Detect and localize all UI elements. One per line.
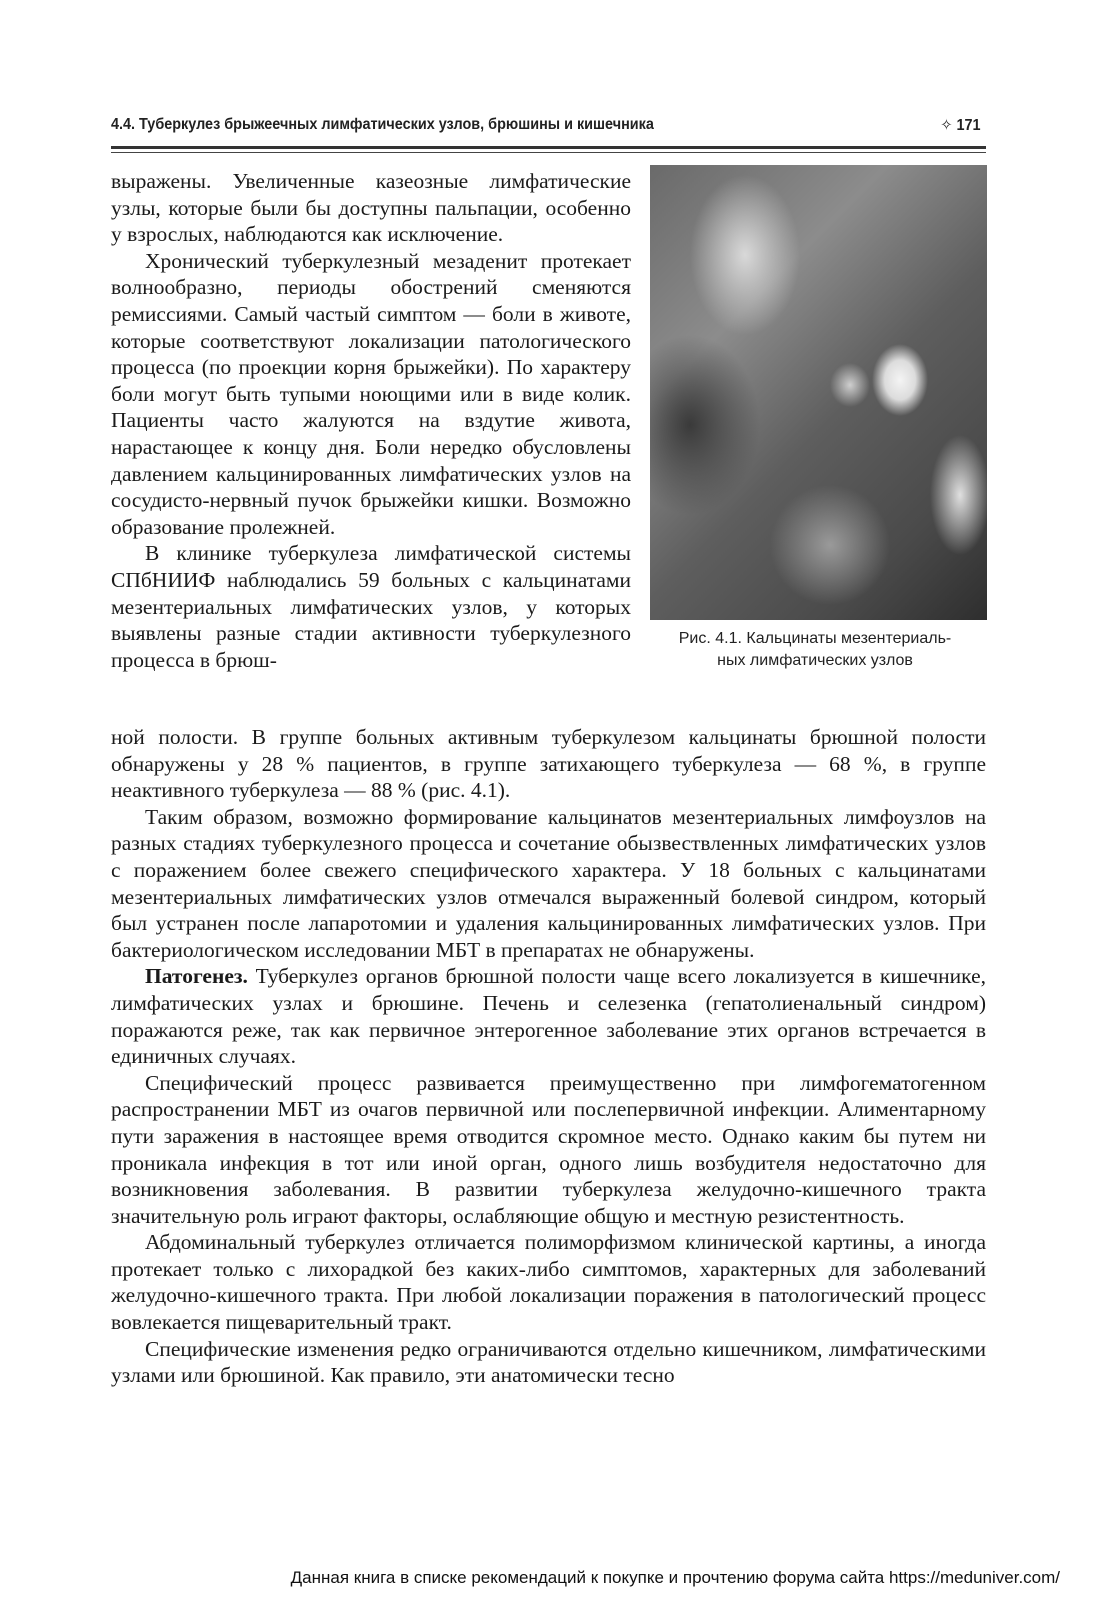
footer-note: Данная книга в списке рекомендаций к покупке и прочтению форума сайта https://meduniver.com/ <box>290 1568 1060 1587</box>
paragraph-3: В клинике туберкулеза лимфатической системы СПбНИИФ наблюдались 59 больных с кальцинатами мезентериальных лимфатических узлов, у которых выявлены разные стадии активности туберкулезного процесса в брюш- <box>111 541 631 672</box>
header-rule-thick <box>111 146 986 149</box>
full-width-text-block <box>111 724 986 1389</box>
running-header <box>111 112 981 140</box>
caption-line-2: ных лимфатических узлов <box>717 652 913 669</box>
header-rule-thin <box>111 152 986 153</box>
paragraph-5-text: Туберкулез органов брюшной полости чаще всего локализуется в кишечнике, лимфатических узлах и брюшине. Печень и селезенка (гепатолиенальный синдром) поражаются реже, так как первичное энтерогенное заболевание этих органов встречается в единичных случаях. <box>111 964 986 1069</box>
paragraph-8: Специфические изменения редко ограничиваются отдельно кишечником, лимфатическими узлами или брюшиной. Как правило, эти анатомически тесно <box>111 1336 986 1388</box>
xray-figure-image <box>650 165 987 620</box>
section-title: 4.4. Туберкулез брыжеечных лимфатических узлов, брюшины и кишечника <box>111 116 654 133</box>
paragraph-6: Специфический процесс развивается преимущественно при лимфогематогенном распространении МБТ из очагов первичной или послепервичной инфекции. Алиментарному пути заражения в настоящее время отводится скромное место. Однако каким бы путем ни проникала инфекция в тот или иной орган, одного лишь возбудителя недостаточно для возникновения заболевания. В развитии туберкулеза желудочно-кишечного тракта значительную роль играют факторы, ослабляющие общую и местную резистентность. <box>111 1070 986 1228</box>
pathogenesis-heading: Патогенез. <box>145 964 248 989</box>
column-text-block <box>111 168 631 673</box>
figure-caption <box>640 628 990 672</box>
paragraph-2: Хронический туберкулезный мезаденит протекает волнообразно, периоды обострений сменяются ремиссиями. Самый частый симптом — боли в животе, которые соответствуют локализации патологического процесса (по проекции корня брыжейки). По характеру боли могут быть тупыми ноющими или в виде колик. Пациенты часто жалуются на вздутие живота, нарастающее к концу дня. Боли нередко обусловлены давлением кальцинированных лимфатических узлов на сосудисто-нервный пучок брыжейки кишки. Возможно образование пролежней. <box>111 248 631 539</box>
page-number: ✧ 171 <box>940 117 981 134</box>
paragraph-1: выражены. Увеличенные казеозные лимфатические узлы, которые были бы доступны пальпации, особенно у взрослых, наблюдаются как исключение. <box>111 169 631 247</box>
paragraph-5 <box>111 963 986 1069</box>
paragraph-3-continued: ной полости. В группе больных активным туберкулезом кальцинаты брюшной полости обнаружены у 28 % пациентов, в группе затихающего туберкулеза — 68 %, в группе неактивного туберкулеза — 88 % (рис. 4.1). <box>111 725 986 803</box>
caption-line-1: Рис. 4.1. Кальцинаты мезентериаль- <box>678 630 952 647</box>
paragraph-4: Таким образом, возможно формирование кальцинатов мезентериальных лимфоузлов на разных стадиях туберкулезного процесса и сочетание обызвествленных лимфатических узлов с поражением более свежего специфического характера. У 18 больных с кальцинатами мезентериальных лимфатических узлов отмечался выраженный болевой синдром, который был устранен после лапаротомии и удаления кальцинированных лимфатических узлов. При бактериологическом исследовании МБТ в препаратах не обнаружены. <box>111 804 986 962</box>
paragraph-7: Абдоминальный туберкулез отличается полиморфизмом клинической картины, а иногда протекает только с лихорадкой без каких-либо симптомов, характерных для заболеваний желудочно-кишечного тракта. При любой локализации поражения в патологический процесс вовлекается пищеварительный тракт. <box>111 1230 986 1335</box>
